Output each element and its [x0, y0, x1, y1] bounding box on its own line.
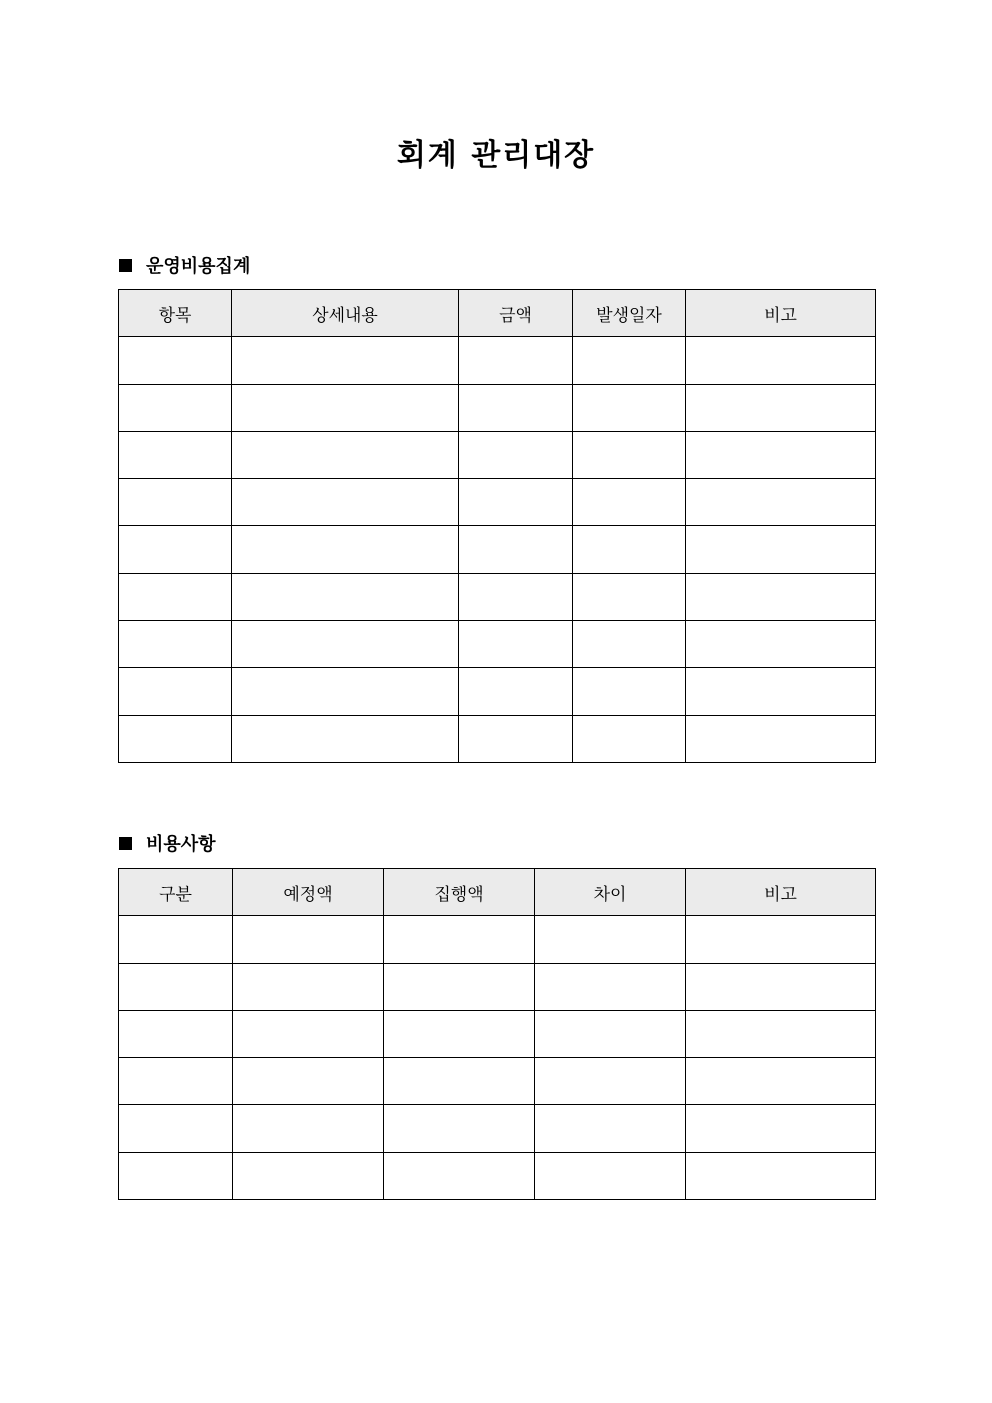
table-cell[interactable] — [384, 1010, 535, 1057]
table-cell[interactable] — [232, 526, 459, 573]
table-row — [119, 916, 876, 963]
table-cell[interactable] — [686, 1152, 876, 1199]
table-cell[interactable] — [233, 1058, 384, 1105]
table-cell[interactable] — [686, 963, 876, 1010]
table-header-row — [119, 290, 876, 337]
table-cell[interactable] — [686, 1058, 876, 1105]
table-cell[interactable] — [232, 715, 459, 762]
column-header-executed-amount: 집행액 — [384, 869, 535, 916]
table-row — [119, 384, 876, 431]
table-cell[interactable] — [232, 431, 459, 478]
table-cell[interactable] — [119, 621, 232, 668]
table-cell[interactable] — [233, 1010, 384, 1057]
table-cell[interactable] — [459, 621, 573, 668]
table-cell[interactable] — [233, 1105, 384, 1152]
table-cell[interactable] — [119, 573, 232, 620]
table-cell[interactable] — [233, 963, 384, 1010]
table-row — [119, 1058, 876, 1105]
table-cell[interactable] — [459, 573, 573, 620]
table-cell[interactable] — [232, 337, 459, 384]
table-cell[interactable] — [384, 916, 535, 963]
table-row — [119, 668, 876, 715]
column-header-category: 구분 — [119, 869, 233, 916]
column-header-planned-amount: 예정액 — [233, 869, 384, 916]
table-cell[interactable] — [573, 715, 686, 762]
table-row — [119, 963, 876, 1010]
table-cell[interactable] — [573, 573, 686, 620]
table-row — [119, 573, 876, 620]
table-row — [119, 479, 876, 526]
table-cell[interactable] — [573, 384, 686, 431]
operating-costs-table — [118, 289, 876, 763]
table-cell[interactable] — [119, 963, 233, 1010]
table-cell[interactable] — [384, 1105, 535, 1152]
section-heading-label: 비용사항 — [146, 834, 216, 855]
table-cell[interactable] — [459, 526, 573, 573]
table-row — [119, 1010, 876, 1057]
column-header-difference: 차이 — [535, 869, 686, 916]
section-heading-label: 운영비용집계 — [146, 256, 251, 277]
table-cell[interactable] — [459, 668, 573, 715]
table-row — [119, 621, 876, 668]
table-cell[interactable] — [119, 1010, 233, 1057]
table-cell[interactable] — [232, 573, 459, 620]
table-cell[interactable] — [232, 384, 459, 431]
table-cell[interactable] — [573, 668, 686, 715]
table-cell[interactable] — [119, 526, 232, 573]
table-cell[interactable] — [119, 715, 232, 762]
table-cell[interactable] — [459, 337, 573, 384]
table-header-row — [119, 869, 876, 916]
table-cell[interactable] — [384, 963, 535, 1010]
table-cell[interactable] — [535, 916, 686, 963]
table-row — [119, 431, 876, 478]
table-cell[interactable] — [119, 384, 232, 431]
table-row — [119, 337, 876, 384]
square-bullet-icon — [119, 259, 132, 272]
table-cell[interactable] — [573, 479, 686, 526]
table-cell[interactable] — [686, 337, 876, 384]
table-cell[interactable] — [119, 1152, 233, 1199]
table-cell[interactable] — [686, 621, 876, 668]
table-cell[interactable] — [535, 1105, 686, 1152]
table-cell[interactable] — [535, 1010, 686, 1057]
table-cell[interactable] — [573, 431, 686, 478]
table-cell[interactable] — [573, 621, 686, 668]
table-cell[interactable] — [233, 916, 384, 963]
column-header-details: 상세내용 — [232, 290, 459, 337]
table-cell[interactable] — [686, 573, 876, 620]
expense-items-body — [119, 916, 876, 1200]
table-cell[interactable] — [459, 715, 573, 762]
table-cell[interactable] — [119, 479, 232, 526]
table-cell[interactable] — [573, 337, 686, 384]
operating-costs-body — [119, 337, 876, 763]
section-heading-expense-items — [119, 831, 216, 855]
expense-items-table — [118, 868, 876, 1200]
table-cell[interactable] — [686, 715, 876, 762]
table-cell[interactable] — [686, 916, 876, 963]
table-row — [119, 715, 876, 762]
table-cell[interactable] — [686, 1010, 876, 1057]
table-cell[interactable] — [233, 1152, 384, 1199]
page-title: 회계 관리대장 — [396, 138, 596, 173]
table-cell[interactable] — [119, 916, 233, 963]
table-cell[interactable] — [686, 1105, 876, 1152]
column-header-item: 항목 — [119, 290, 232, 337]
table-cell[interactable] — [686, 431, 876, 478]
square-bullet-icon — [119, 837, 132, 850]
table-cell[interactable] — [573, 526, 686, 573]
table-cell[interactable] — [119, 337, 232, 384]
table-cell[interactable] — [459, 479, 573, 526]
table-cell[interactable] — [459, 384, 573, 431]
table-cell[interactable] — [686, 479, 876, 526]
table-cell[interactable] — [686, 526, 876, 573]
table-cell[interactable] — [119, 1105, 233, 1152]
table-cell[interactable] — [535, 1152, 686, 1199]
column-header-date: 발생일자 — [573, 290, 686, 337]
table-cell[interactable] — [232, 668, 459, 715]
column-header-amount: 금액 — [459, 290, 573, 337]
table-cell[interactable] — [119, 668, 232, 715]
table-cell[interactable] — [535, 1058, 686, 1105]
column-header-remarks: 비고 — [686, 290, 876, 337]
table-row — [119, 1105, 876, 1152]
table-row — [119, 1152, 876, 1199]
table-cell[interactable] — [119, 1058, 233, 1105]
column-header-remarks: 비고 — [686, 869, 876, 916]
table-cell[interactable] — [686, 668, 876, 715]
section-heading-operating-costs — [119, 253, 250, 277]
table-cell[interactable] — [384, 1152, 535, 1199]
table-cell[interactable] — [535, 963, 686, 1010]
table-cell[interactable] — [232, 621, 459, 668]
table-row — [119, 526, 876, 573]
table-cell[interactable] — [686, 384, 876, 431]
table-cell[interactable] — [459, 431, 573, 478]
table-cell[interactable] — [119, 431, 232, 478]
table-cell[interactable] — [232, 479, 459, 526]
table-cell[interactable] — [384, 1058, 535, 1105]
